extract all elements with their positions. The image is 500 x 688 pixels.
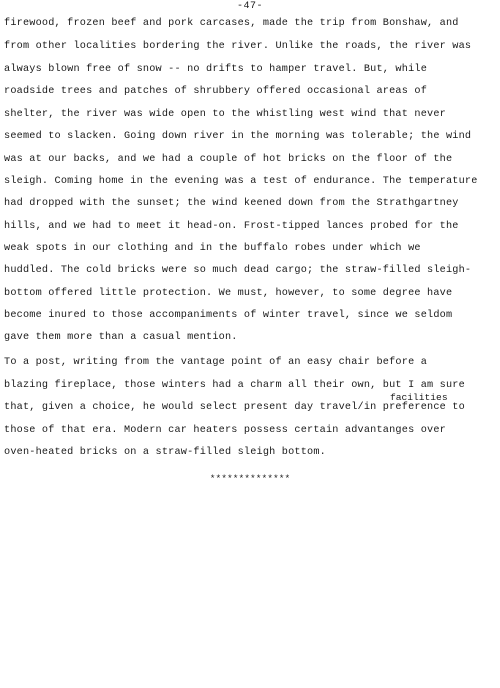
text-line: those of that era. Modern car heaters possess certain advantanges over <box>4 425 446 436</box>
text-line: weak spots in our clothing and in the buffalo robes under which we <box>4 243 421 254</box>
text-line: gave them more than a casual mention. <box>4 332 238 343</box>
text-line: that, given a choice, he would select present day travel/in preference to <box>4 402 465 413</box>
section-separator: ************** <box>209 473 291 484</box>
text-line: always blown free of snow -- no drifts to hamper travel. But, while <box>4 64 428 75</box>
text-line: To a post, writing from the vantage point of an easy chair before a <box>4 357 428 368</box>
text-line: huddled. The cold bricks were so much dead cargo; the straw-filled sleigh- <box>4 265 472 276</box>
text-line: firewood, frozen beef and pork carcases, made the trip from Bonshaw, and <box>4 18 459 29</box>
text-line: shelter, the river was wide open to the whistling west wind that never <box>4 109 446 120</box>
text-line: seemed to slacken. Going down river in the morning was tolerable; the wind <box>4 131 472 142</box>
text-line: had dropped with the sunset; the wind keened down from the Strathgartney <box>4 198 459 209</box>
text-line: from other localities bordering the river. Unlike the roads, the river was <box>4 41 472 52</box>
page-number: -47- <box>236 1 263 12</box>
text-line: hills, and we had to meet it head-on. Frost-tipped lances probed for the <box>4 221 459 232</box>
text-line: bottom offered little protection. We must, however, to some degree have <box>4 288 453 299</box>
text-line: blazing fireplace, those winters had a charm all their own, but I am sure <box>4 380 465 391</box>
text-line: oven-heated bricks on a straw-filled sleigh bottom. <box>4 447 326 458</box>
text-line: become inured to those accompaniments of winter travel, since we seldom <box>4 310 453 321</box>
handwritten-insertion: facilities <box>390 392 448 403</box>
text-line: sleigh. Coming home in the evening was a test of endurance. The temperature <box>4 176 478 187</box>
text-line: was at our backs, and we had a couple of hot bricks on the floor of the <box>4 154 453 165</box>
text-line: roadside trees and patches of shrubbery offered occasional areas of <box>4 86 428 97</box>
